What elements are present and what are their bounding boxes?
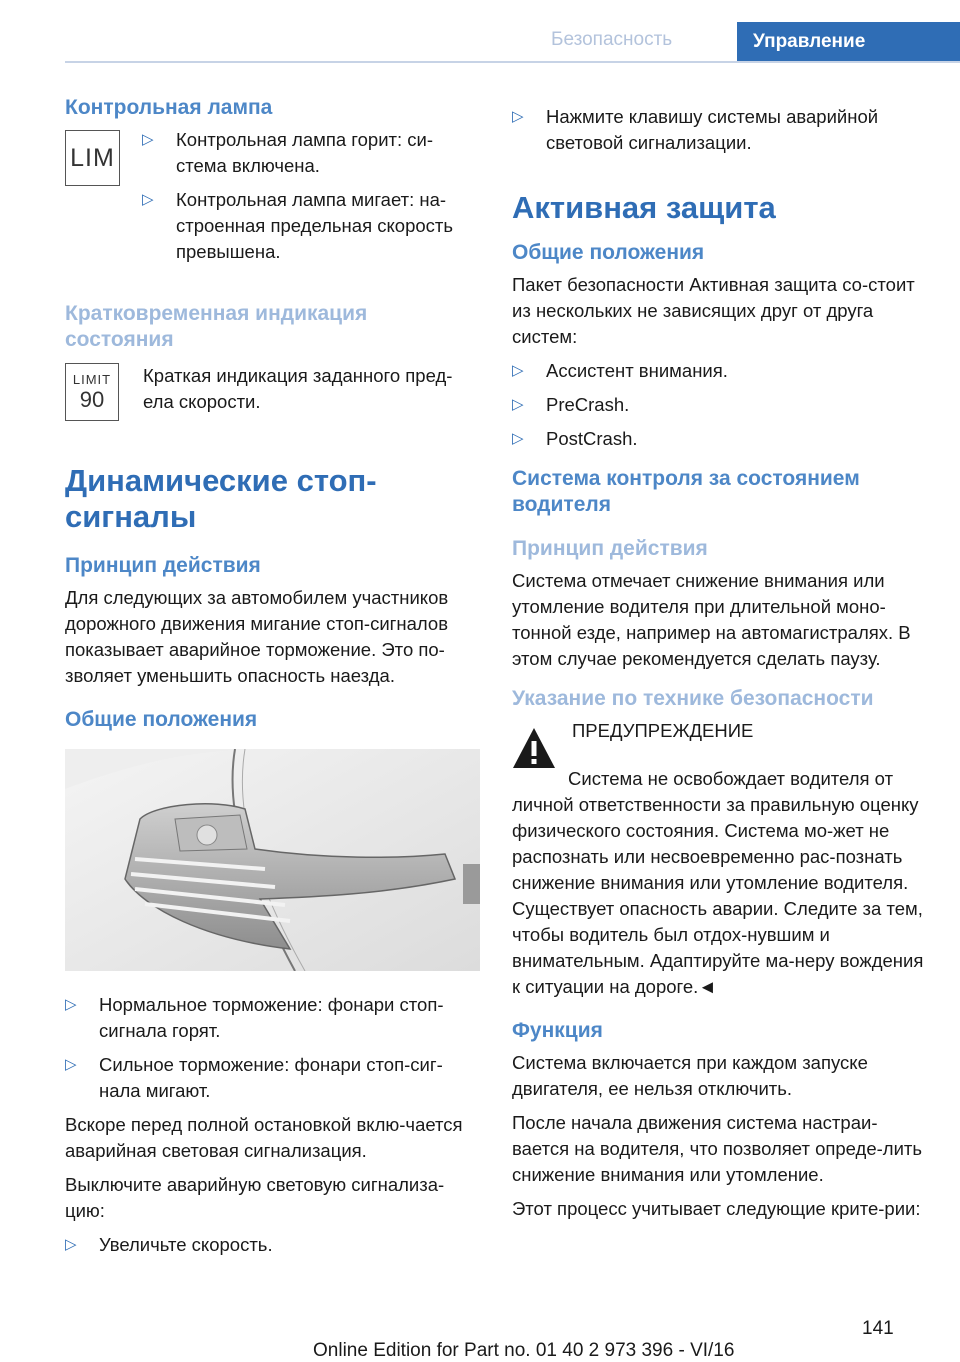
list-item	[65, 1232, 480, 1258]
section-title-safety: Указание по технике безопасности	[512, 687, 874, 710]
triangle-bullet-icon: ▷	[512, 362, 524, 379]
lim-indicator-icon	[65, 130, 120, 186]
lim-icon-text: LIM	[70, 143, 115, 172]
function-text-1: Система включается при каждом запуске двигателя, ее нельзя отключить.	[512, 1052, 868, 1099]
section-title-driver-monitoring: Система контроля за состоянием водителя	[512, 467, 860, 516]
continued-list	[512, 104, 932, 156]
short-indication-block	[65, 363, 480, 423]
list-item	[142, 187, 480, 265]
list-item-text: Нормальное торможение: фонари стоп-сигнала горят.	[99, 994, 444, 1041]
active-protection-list	[512, 358, 932, 452]
section-title-function: Функция	[512, 1019, 603, 1042]
paragraph-hazard-lights: Вскоре перед полной остановкой вклю-чается аварийная световая сигнализация.	[65, 1114, 463, 1161]
general-text: Пакет безопасности Активная защита со-стоит из нескольких не зависящих друг от друга систем:	[512, 274, 915, 347]
section-title-short-indication: Кратковременная индикация состояния	[65, 302, 368, 351]
indicator-lamp-list	[142, 127, 480, 273]
left-column	[65, 95, 480, 1266]
header-active-tab: Управление	[737, 22, 960, 62]
section-title-principle: Принцип действия	[65, 554, 261, 577]
limit-icon-value: 90	[79, 387, 105, 412]
triangle-bullet-icon: ▷	[65, 1056, 77, 1073]
header-rule	[65, 61, 960, 63]
list-item-text: Контрольная лампа горит: си-стема включена.	[176, 129, 434, 176]
right-column	[512, 104, 932, 1230]
brake-light-list	[65, 992, 480, 1104]
list-item	[512, 104, 932, 156]
triangle-bullet-icon: ▷	[65, 996, 77, 1013]
triangle-bullet-icon: ▷	[512, 396, 524, 413]
list-item	[512, 426, 932, 452]
speed-limit-icon	[65, 363, 119, 421]
edition-text: Online Edition for Part no. 01 40 2 973 396 - VI/16	[313, 1340, 735, 1361]
section-title-general-right: Общие положения	[512, 241, 705, 264]
list-item	[65, 1052, 480, 1104]
triangle-bullet-icon: ▷	[65, 1236, 77, 1253]
list-item-text: PostCrash.	[546, 428, 638, 449]
warning-heading: ПРЕДУПРЕЖДЕНИЕ	[572, 720, 754, 741]
function-text-2: После начала движения система настраи-вается на водителя, что позволяет опреде-лить снижение внимания или утомление.	[512, 1112, 923, 1185]
list-item	[65, 992, 480, 1044]
section-title-principle-right: Принцип действия	[512, 537, 708, 560]
list-item	[512, 358, 932, 384]
list-item-text: Сильное торможение: фонари стоп-сиг-нала мигают.	[99, 1054, 443, 1101]
list-item-text: Ассистент внимания.	[546, 360, 728, 381]
short-indication-text: Краткая индикация заданного пред-ела скорости.	[143, 365, 453, 412]
chapter-title-dynamic-brake-lights: Динамические стоп-сигналы	[65, 463, 377, 534]
list-item-text: Увеличьте скорость.	[99, 1234, 273, 1255]
page-header	[0, 0, 960, 62]
warning-triangle-icon	[512, 726, 556, 770]
limit-icon-label: LIMIT	[72, 372, 112, 387]
list-item-text: Нажмите клавишу системы аварийной световой сигнализации.	[546, 106, 879, 153]
list-item-text: PreCrash.	[546, 394, 630, 415]
triangle-bullet-icon: ▷	[512, 430, 524, 447]
triangle-bullet-icon: ▷	[512, 108, 524, 125]
header-section-label: Безопасность	[551, 29, 673, 50]
section-title-general: Общие положения	[65, 708, 258, 731]
list-item	[512, 392, 932, 418]
tail-light-photo	[65, 749, 480, 971]
chapter-title-active-protection: Активная защита	[512, 190, 776, 225]
principle-text-right: Система отмечает снижение внимания или утомление водителя при длительной моно-тонной езде, например на автомагистралях. В этом случае рекомендуется сделать паузу.	[512, 570, 911, 669]
triangle-bullet-icon: ▷	[142, 131, 154, 148]
list-item-text: Контрольная лампа мигает: на-строенная предельная скорость превышена.	[176, 189, 454, 262]
warning-block	[512, 718, 932, 770]
function-text-3: Этот процесс учитывает следующие крите-рии:	[512, 1198, 921, 1219]
indicator-lamp-block	[65, 127, 480, 281]
section-title-indicator-lamp: Контрольная лампа	[65, 96, 273, 119]
principle-text: Для следующих за автомобилем участников дорожного движения мигание стоп-сигналов показывает аварийное торможение. Это по-зволяет уменьшить опасность наезда.	[65, 587, 449, 686]
paragraph-turn-off: Выключите аварийную световую сигнализа-цию:	[65, 1174, 445, 1221]
turn-off-list	[65, 1232, 480, 1258]
list-item	[142, 127, 480, 179]
triangle-bullet-icon: ▷	[142, 191, 154, 208]
page-number: 141	[862, 1318, 894, 1339]
warning-text: Система не освобождает водителя от личной ответственности за правильную оценку физического состояния. Система мо-жет не распознать или несвоевременно рас-познать снижение внимания или утомление водителя. Существует опасность аварии. Следите за тем, чтобы водитель был отдох-нувшим и внимательным. Адаптируйте ма-неру вождения к ситуации на дороге.◄	[512, 768, 924, 997]
